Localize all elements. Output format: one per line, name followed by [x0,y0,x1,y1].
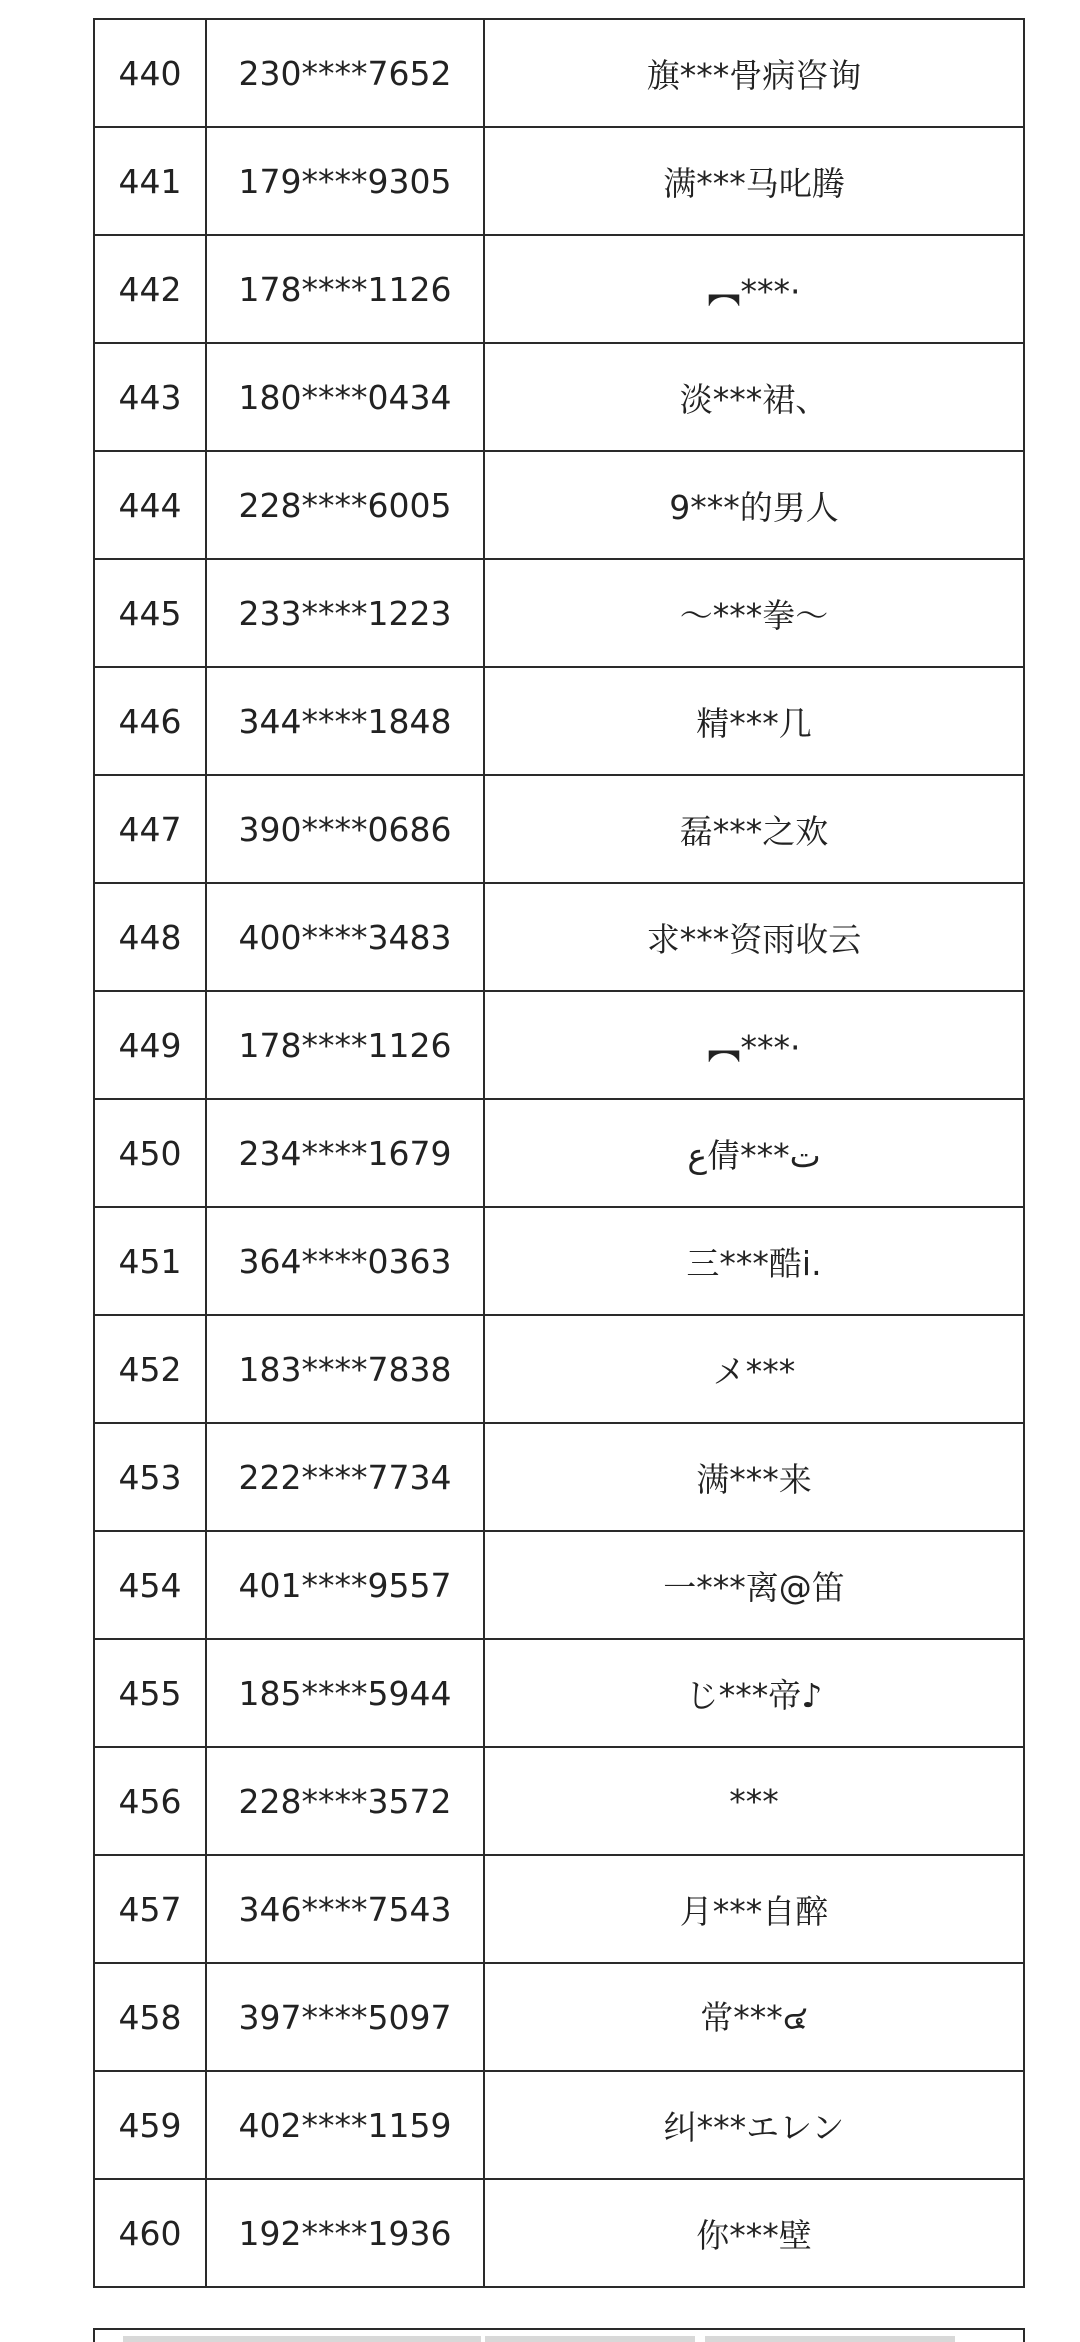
row-name-cell: 满***马叱腾 [484,127,1024,235]
row-name-cell: じ***帝♪ [484,1639,1024,1747]
row-index-cell: 457 [94,1855,206,1963]
table-row [94,1747,1024,1855]
table-row [94,775,1024,883]
table-row [94,343,1024,451]
row-name-cell: 求***资雨收云 [484,883,1024,991]
partial-cell [391,2336,481,2342]
row-phone-cell: 178****1126 [206,235,484,343]
row-phone-cell: 180****0434 [206,343,484,451]
row-index-cell: 442 [94,235,206,343]
row-name-cell: 你***壁 [484,2179,1024,2287]
row-index-cell: 454 [94,1531,206,1639]
row-index-cell: 447 [94,775,206,883]
table-row [94,1531,1024,1639]
row-index-cell: 449 [94,991,206,1099]
row-index-cell: 451 [94,1207,206,1315]
row-index-cell: 460 [94,2179,206,2287]
row-phone-cell: 183****7838 [206,1315,484,1423]
row-phone-cell: 390****0686 [206,775,484,883]
row-phone-cell: 402****1159 [206,2071,484,2179]
row-phone-cell: 397****5097 [206,1963,484,2071]
partial-cell [123,2336,219,2342]
row-index-cell: 455 [94,1639,206,1747]
row-name-cell: メ*** [484,1315,1024,1423]
row-name-cell: 月***自醉 [484,1855,1024,1963]
row-phone-cell: 192****1936 [206,2179,484,2287]
row-phone-cell: 401****9557 [206,1531,484,1639]
row-index-cell: 441 [94,127,206,235]
table-row [94,559,1024,667]
table-row [94,1099,1024,1207]
row-phone-cell: 228****3572 [206,1747,484,1855]
row-name-cell: 磊***之欢 [484,775,1024,883]
row-index-cell: 452 [94,1315,206,1423]
table-row [94,883,1024,991]
table-row [94,19,1024,127]
table-row [94,991,1024,1099]
row-index-cell: 458 [94,1963,206,2071]
row-index-cell: 453 [94,1423,206,1531]
table-row [94,1963,1024,2071]
row-phone-cell: 179****9305 [206,127,484,235]
table-body [94,19,1024,2287]
row-phone-cell: 185****5944 [206,1639,484,1747]
row-phone-cell: 234****1679 [206,1099,484,1207]
row-phone-cell: 178****1126 [206,991,484,1099]
row-index-cell: 459 [94,2071,206,2179]
row-phone-cell: 364****0363 [206,1207,484,1315]
row-phone-cell: 344****1848 [206,667,484,775]
table-row [94,1315,1024,1423]
row-phone-cell: 230****7652 [206,19,484,127]
row-name-cell: ︻***· [484,235,1024,343]
row-index-cell: 445 [94,559,206,667]
row-name-cell: *** [484,1747,1024,1855]
row-name-cell: 淡***裙、 [484,343,1024,451]
row-index-cell: 446 [94,667,206,775]
row-name-cell: ～***拳～ [484,559,1024,667]
row-name-cell: 纠***エレン [484,2071,1024,2179]
table-row [94,1639,1024,1747]
table-row [94,667,1024,775]
row-name-cell: 精***几 [484,667,1024,775]
partial-cell [705,2336,955,2342]
table-row [94,2071,1024,2179]
row-name-cell: 常***๔ [484,1963,1024,2071]
row-index-cell: 444 [94,451,206,559]
table-row [94,127,1024,235]
row-name-cell: 一***离@笛 [484,1531,1024,1639]
row-name-cell: 三***酷i. [484,1207,1024,1315]
row-name-cell: 9***的男人 [484,451,1024,559]
row-phone-cell: 222****7734 [206,1423,484,1531]
row-name-cell: 满***来 [484,1423,1024,1531]
table-row [94,1423,1024,1531]
row-index-cell: 456 [94,1747,206,1855]
row-phone-cell: 233****1223 [206,559,484,667]
table-row [94,1207,1024,1315]
table-row [94,1855,1024,1963]
partial-cell [215,2336,395,2342]
row-index-cell: 448 [94,883,206,991]
row-phone-cell: 228****6005 [206,451,484,559]
row-index-cell: 450 [94,1099,206,1207]
row-name-cell: ︻***· [484,991,1024,1099]
winner-table [93,18,1025,2288]
row-name-cell: 旗***骨病咨询 [484,19,1024,127]
partial-cell [485,2336,695,2342]
table-row [94,451,1024,559]
row-index-cell: 443 [94,343,206,451]
row-phone-cell: 400****3483 [206,883,484,991]
row-index-cell: 440 [94,19,206,127]
row-name-cell: ﻉ倩***ت [484,1099,1024,1207]
table-row [94,235,1024,343]
table-row [94,2179,1024,2287]
row-phone-cell: 346****7543 [206,1855,484,1963]
